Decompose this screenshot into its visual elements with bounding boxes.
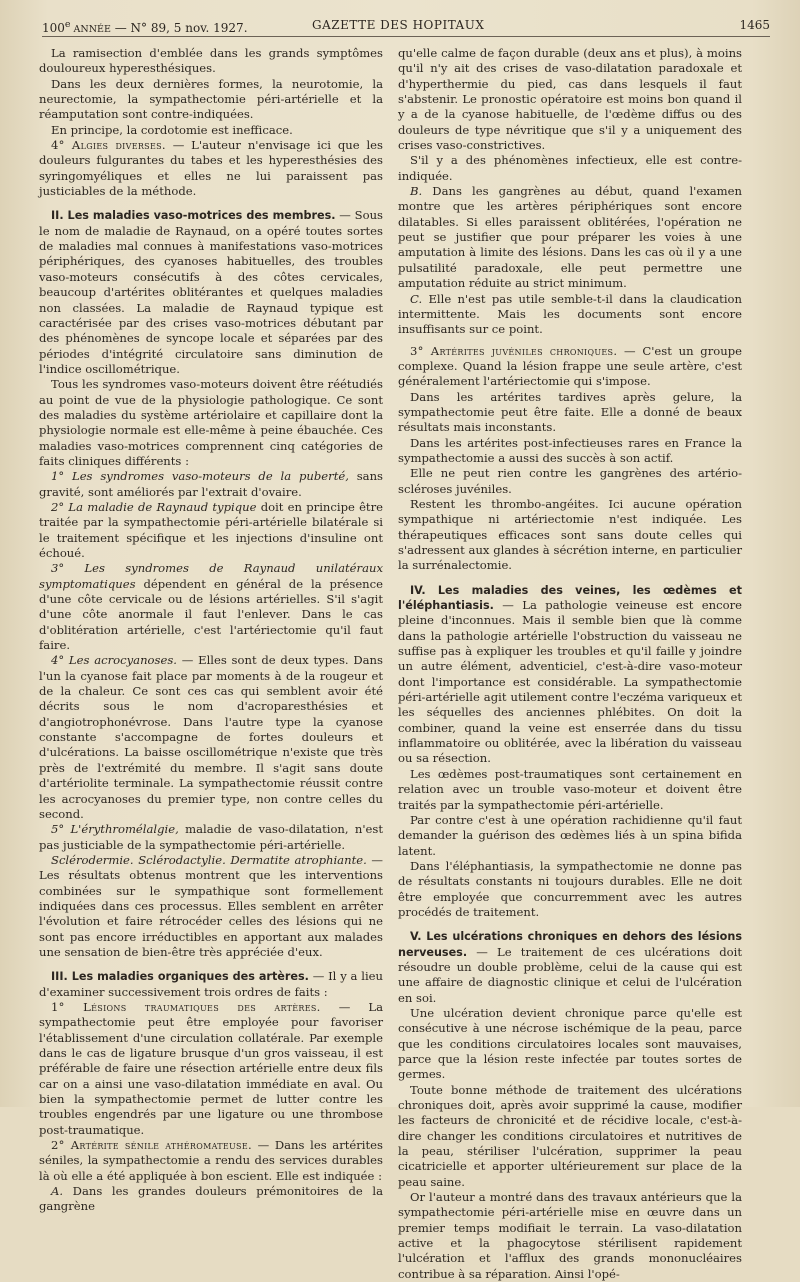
paragraph (39, 500, 383, 561)
item-text: Dans les grandes douleurs prémonitoires de la gangrène (39, 1184, 383, 1214)
paragraph: Or l'auteur a montré dans des travaux antérieurs que la sympathectomie péri-artérielle mise en œuvre dans un premier temps modifiait le terrain. La vaso-dilatation active et la phagocytose stérilisent rapidement l'ulcération et l'afflux des grands mononucléaires contribue à sa réparation. Ainsi l'opé- (398, 1190, 742, 1281)
paragraph (39, 653, 383, 822)
paragraph: Tous les syndromes vaso-moteurs doivent être réétudiés au point de vue de la physiologie pathologique. Ce sont des maladies du système artériolaire et capillaire dont la physiologie normale est elle-même à peine ébauchée. Ces maladies vaso-motrices comprennent cinq catégories de faits cliniques différents : (39, 377, 383, 468)
issue-number: — N° 89, 5 nov. 1927. (114, 21, 248, 35)
section-heading-3 (39, 969, 383, 1000)
item-heading: B. (410, 184, 423, 199)
paragraph: Restent les thrombo-angéites. Ici aucune opération sympathique ni artériectomie n'est indiquée. Les thérapeutiques efficaces sont sans doute celles qui s'adressent aux glandes à sécrétion interne, en particulier la surrénalectomie. (398, 496, 742, 573)
item-text: — Elles sont de deux types. Dans l'un la cyanose fait place par moments à de la rougeur et de la chaleur. Ce sont ces cas qui semblent avoir été décrits sous le nom d'acroparesthésies et d'angiotrophonévrose. Dans l'autre type la cyanose constante s'accompagne de fortes douleurs et d'ulcérations. La baisse oscillométrique n'existe que très près de l'extrémité du membre. Il s'agit sans doute d'artériolite terminale. La sympathectomie réussit contre les acrocyanoses du premier type, non contre celles du second. (39, 653, 383, 821)
paragraph: Dans les deux dernières formes, la neurotomie, la neurectomie, la sympathectomie péri-artérielle et la réamputation sont contre-indiquées. (39, 76, 383, 122)
section-text: — Sous le nom de maladie de Raynaud, on a opéré toutes sortes de maladies mal connues à manifestations vaso-motrices périphériques, des cyanoses habituelles, des troubles vaso-moteurs consécutifs à des côtes cervicales, beaucoup d'artérites oblitérantes et quelques maladies non classées. La maladie de Raynaud typique est caractérisée par des crises vaso-motrices débutant par des phénomènes de syncope locale et séparées par des périodes d'intégrité circulatoire sans diminution de l'indice oscillométrique. (39, 208, 383, 376)
paragraph (39, 1000, 383, 1138)
journal-title: GAZETTE DES HOPITAUX (312, 18, 485, 32)
paragraph (39, 561, 383, 653)
paragraph (39, 1184, 383, 1215)
item-text: — Les résultats obtenus montrent que les interventions combinées sur le sympathique sont formellement indiquées dans ces processus. Elles semblent en arrêter l'évolution et faire rétrocéder celles des lésions qui ne sont pas encore irréductibles en apportant aux malades une sensation de bien-être très appréciée d'eux. (39, 852, 384, 959)
paragraph: Dans l'éléphantiasis, la sympathectomie ne donne pas de résultats constants ni toujours durables. Elle ne doit être employée que concurremment avec les autres procédés de traitement. (398, 858, 742, 919)
item-text: — La sympathectomie peut être employée pour favoriser l'établissement d'une circulation collatérale. Par exemple dans le cas de ligature brusque d'un gros vaisseau, il est préférable de faire une résection artérielle entre deux fils car on a ainsi une vaso-dilatation immédiate en aval. Ou bien la sympathectomie permet de lutter contre les troubles engendrés par une ligature ou une thrombose post-traumatique. (39, 999, 384, 1137)
item-heading: 1° Les syndromes vaso-moteurs de la puberté, (51, 469, 349, 484)
year-number: 100 (42, 21, 65, 35)
section-title: III. Les maladies organiques des artères. (51, 970, 309, 984)
paragraph: Par contre c'est à une opération rachidienne qu'il faut demander la guérison des œdèmes liés à un spina bifida latent. (398, 812, 742, 858)
item-heading: 1° Lésions traumatiques des artères. (51, 999, 321, 1014)
paragraph: Les œdèmes post-traumatiques sont certainement en relation avec un trouble vaso-moteur et doivent être traités par la sympathectomie péri-artérielle. (398, 766, 742, 812)
paragraph: La ramisection d'emblée dans les grands symptômes douloureux hyperesthésiques. (39, 46, 383, 76)
section-heading-5 (398, 929, 742, 1006)
paragraph: Toute bonne méthode de traitement des ulcérations chroniques doit, après avoir supprimé la cause, modifier les facteurs de chronicité et de récidive locale, c'est-à-dire changer les conditions circulatoires et nutritives de la peau, stériliser l'ulcération, supprimer la peau cicatricielle et apporter ultérieurement sur place de la peau saine. (398, 1082, 742, 1189)
item-heading: 2° La maladie de Raynaud typique (51, 499, 257, 514)
paragraph: S'il y a des phénomènes infectieux, elle est contre-indiquée. (398, 153, 742, 183)
paragraph: qu'elle calme de façon durable (deux ans et plus), à moins qu'il n'y ait des crises de vaso-dilatation paradoxale et d'hyperthermie du pied, cas dans lesquels il faut s'abstenir. Le pronostic opératoire est moins bon quand il y a de la cyanose habituelle, de l'œdème diffus ou des douleurs de type névritique que s'il y a uniquement des crises vaso-constrictives. (398, 46, 742, 153)
item-text: Elle n'est pas utile semble-t-il dans la claudication intermittente. Mais les documents sont encore insuffisants sur ce point. (398, 291, 742, 337)
year-number-suffix: e (64, 19, 71, 30)
item-text: doit en principe être traitée par la sympathectomie péri-artérielle bilatérale si le traitement spécifique et les injections d'insuline ont échoué. (39, 499, 383, 560)
paragraph: En principe, la cordotomie est inefficace. (51, 122, 293, 137)
section-heading-2 (39, 208, 383, 377)
item-text: — Dans les artérites séniles, la sympathectomie a rendu des services durables là où elle a été appliquée à bon escient. Elle est indiquée : (39, 1138, 383, 1183)
paragraph: Dans les artérites tardives après gelure, la sympathectomie peut être faite. Elle a donné de beaux résultats mais inconstants. (398, 389, 742, 435)
paragraph: Dans les artérites post-infectieuses rares en France la sympathectomie a aussi des succès à son actif. (398, 435, 742, 465)
item-text: Dans les gangrènes au début, quand l'examen montre que les artères périphériques sont encore dilatables. Si elles paraissent oblitérées, l'opération ne peut se justifier que pour préparer les voies à une amputation à limite des lésions. Dans les cas où il y a une pulsatilité paradoxale, elle peut permettre une amputation réduite au strict minimum. (398, 184, 742, 291)
item-heading: A. (51, 1184, 64, 1199)
section-text: — Le traitement de ces ulcérations doit résoudre un double problème, celui de la cause qui est une affaire de diagnostic clinique et celui de l'ulcération en soi. (398, 944, 742, 1005)
page-number: 1465 (739, 18, 770, 32)
item-heading: C. (410, 291, 423, 306)
item-heading: Sclérodermie. Sclérodactylie. Dermatite atrophiante. (51, 852, 367, 867)
paragraph (39, 853, 383, 960)
section-title: IV. Les maladies des veines, les œdèmes et l'éléphantiasis. (398, 583, 742, 613)
item-heading: 5° L'érythromélalgie, (51, 822, 179, 837)
paragraph (398, 292, 742, 338)
item-heading: 4° Algies diverses. (51, 138, 166, 153)
section-text: — Il y a lieu d'examiner successivement trois ordres de faits : (39, 969, 383, 999)
paragraph (398, 344, 742, 390)
issue-info (42, 14, 248, 41)
year-label: ANNÉE (70, 24, 111, 35)
paragraph: Elle ne peut rien contre les gangrènes des artério-scléroses juvéniles. (398, 466, 742, 496)
item-heading: 4° Les acrocyanoses. (51, 653, 177, 668)
paragraph (398, 184, 742, 291)
section-title: V. Les ulcérations chroniques en dehors des lésions nerveuses. (398, 930, 742, 959)
item-text: — L'auteur n'envisage ici que les douleurs fulgurantes du tabes et les hyperesthésies des syringomyéliques et elles ne lui paraissent pas justiciables de la méthode. (39, 138, 383, 199)
paragraph: Une ulcération devient chronique parce qu'elle est consécutive à une nécrose ischémique de la peau, parce que les conditions circulatoires locales sont mauvaises, parce que la lésion reste infectée par toutes sortes de germes. (398, 1005, 742, 1082)
paragraph (39, 138, 383, 199)
item-text: dépendent en général de la présence d'une côte cervicale ou de lésions artérielles. S'il s'agit d'une côte anormale il faut l'enlever. Dans le cas d'oblitération artérielle, c'est l'artériectomie qu'il faut faire. (39, 576, 383, 653)
item-text: maladie de vaso-dilatation, n'est pas justiciable de la sympathectomie péri-artérielle. (39, 822, 383, 852)
section-text: — La pathologie veineuse est encore pleine d'inconnues. Mais il semble bien que là comme dans la pathologie artérielle l'obstruction du vaisseau ne suffise pas à expliquer les troubles et qu'il faille y joindre un autre élément, adventiciel, c'est-à-dire vaso-moteur dont l'importance est considérable. La sympathectomie péri-artérielle agit utilement contre l'eczéma variqueux et les séquelles des anciennes phlébites. On doit la combiner, quand la veine est enserrée dans du tissu inflammatoire ou oblitérée, avec la libération du vaisseau ou sa résection. (398, 598, 742, 766)
right-column (398, 46, 742, 1282)
item-heading: 3° Artérites juvéniles chroniques. (410, 343, 618, 358)
page-header (42, 14, 770, 37)
paragraph (39, 469, 383, 500)
item-heading: 3° Les syndromes de Raynaud unilatéraux symptomatiques (39, 561, 383, 591)
section-heading-4 (398, 583, 742, 767)
paragraph (39, 1138, 383, 1184)
paragraph (39, 822, 383, 853)
item-heading: 2° Artérite sénile athéromateuse. (51, 1138, 252, 1153)
section-title: II. Les maladies vaso-motrices des membres. (51, 209, 336, 223)
item-text: — C'est un groupe complexe. Quand la lésion frappe une seule artère, c'est généralement l'artériectomie qui s'impose. (398, 343, 742, 389)
left-column (39, 46, 383, 1215)
item-text: sans gravité, sont améliorés par l'extrait d'ovaire. (39, 469, 384, 499)
